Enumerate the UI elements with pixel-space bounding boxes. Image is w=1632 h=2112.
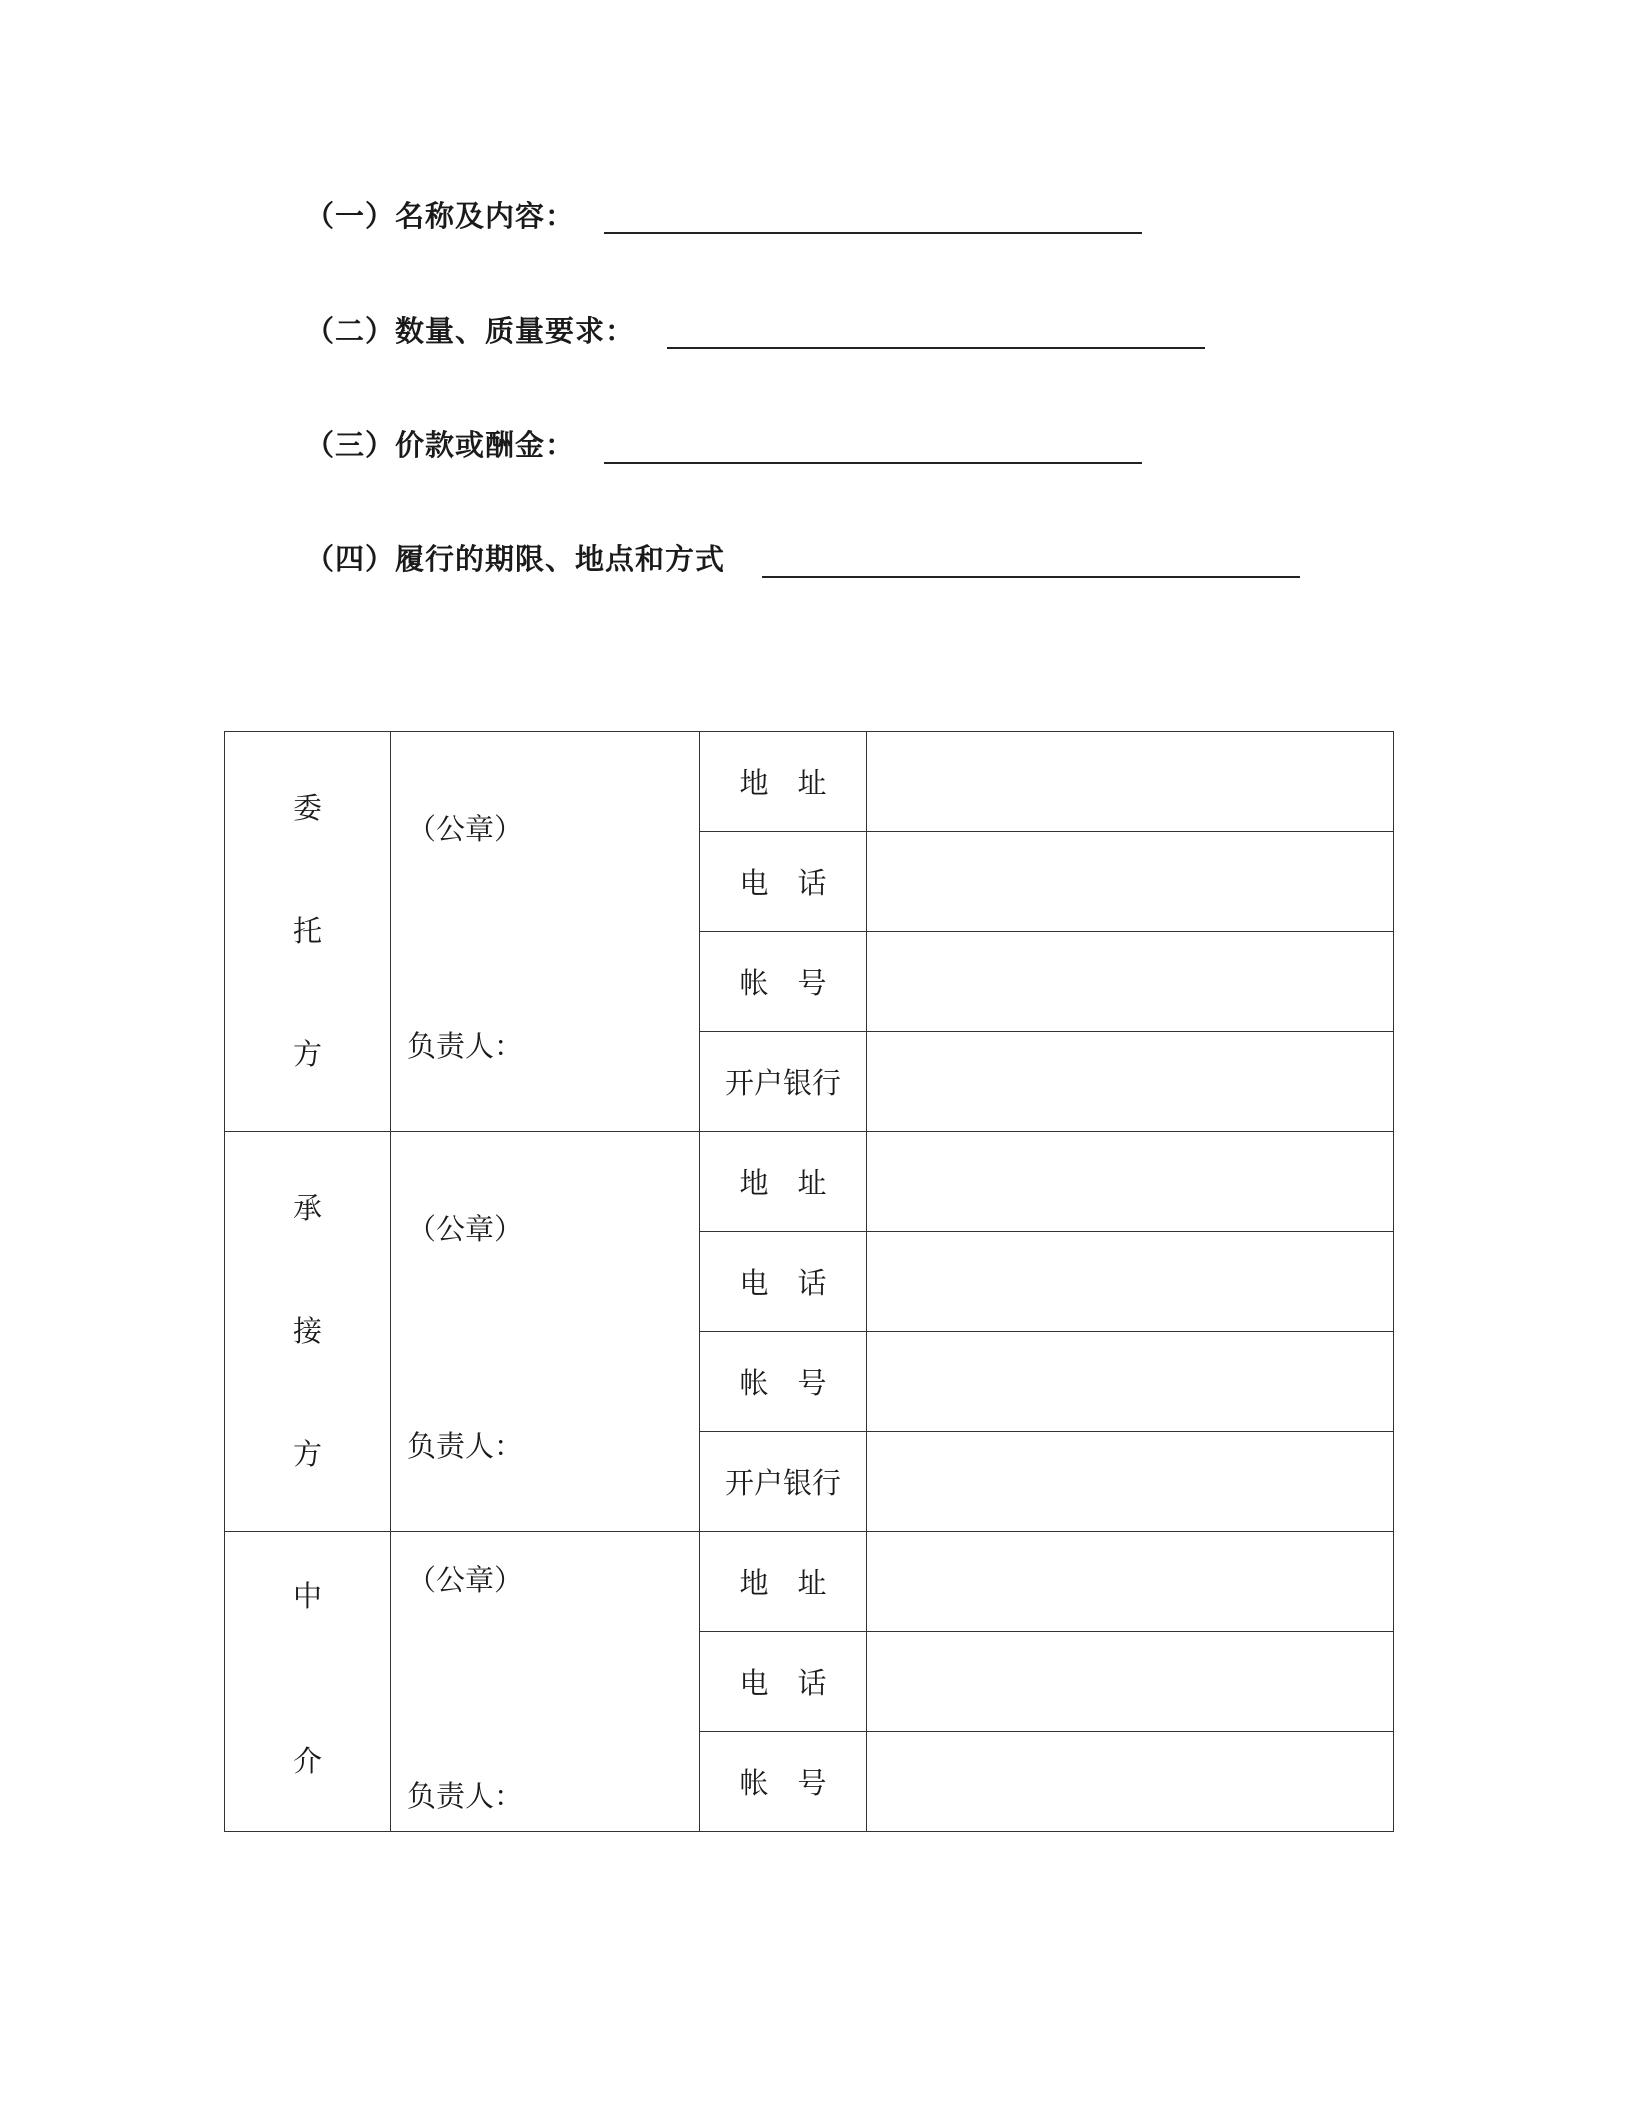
quantity-quality-blank[interactable] [667, 347, 1205, 349]
table-row [225, 1532, 1394, 1632]
phone-field[interactable] [867, 1632, 1394, 1732]
field-label-bank: 开户银行 [700, 1432, 867, 1532]
field-label-account: 帐 号 [700, 1332, 867, 1432]
clause-term-place-method [305, 533, 725, 581]
account-field[interactable] [867, 932, 1394, 1032]
clause-price [305, 419, 575, 467]
party-name-char: 方 [292, 1037, 322, 1071]
signer-label: 负责人： [407, 1429, 524, 1463]
seal-signature-cell[interactable] [391, 732, 700, 1132]
field-label-address: 地 址 [700, 732, 867, 832]
bank-field[interactable] [867, 1432, 1394, 1532]
field-label-address: 地 址 [700, 1132, 867, 1232]
signer-label: 负责人： [407, 1029, 524, 1063]
address-field[interactable] [867, 732, 1394, 832]
table-row [225, 1132, 1394, 1232]
account-field[interactable] [867, 1332, 1394, 1432]
field-label-address: 地 址 [700, 1532, 867, 1632]
field-label-phone: 电 话 [700, 1632, 867, 1732]
field-label-account: 帐 号 [700, 1732, 867, 1832]
table-row [225, 732, 1394, 832]
seal-signature-cell[interactable] [391, 1532, 700, 1832]
clause-name-content [305, 190, 575, 238]
clause-label: （四）履行的期限、地点和方式 [305, 541, 726, 576]
field-label-bank: 开户银行 [700, 1032, 867, 1132]
field-label-phone: 电 话 [700, 832, 867, 932]
clause-label: （一）名称及内容： [305, 198, 576, 233]
account-field[interactable] [867, 1732, 1394, 1832]
phone-field[interactable] [867, 1232, 1394, 1332]
party-name-char: 介 [292, 1744, 322, 1778]
seal-signature-cell[interactable] [391, 1132, 700, 1532]
seal-label: （公章） [407, 812, 524, 846]
party-name-char: 接 [292, 1314, 322, 1348]
clause-label: （二）数量、质量要求： [305, 313, 636, 348]
seal-label: （公章） [407, 1563, 524, 1597]
party-name-char: 承 [292, 1191, 322, 1225]
party-name-client [225, 732, 391, 1132]
bank-field[interactable] [867, 1032, 1394, 1132]
party-name-char: 中 [292, 1579, 322, 1613]
name-content-blank[interactable] [604, 232, 1142, 234]
party-name-char: 方 [292, 1437, 322, 1471]
phone-field[interactable] [867, 832, 1394, 932]
signer-label: 负责人： [407, 1779, 524, 1813]
price-blank[interactable] [604, 462, 1142, 464]
party-name-contractor [225, 1132, 391, 1532]
seal-label: （公章） [407, 1212, 524, 1246]
field-label-account: 帐 号 [700, 932, 867, 1032]
address-field[interactable] [867, 1532, 1394, 1632]
party-name-char: 托 [292, 914, 322, 948]
party-name-intermediary [225, 1532, 391, 1832]
field-label-phone: 电 话 [700, 1232, 867, 1332]
term-place-method-blank[interactable] [762, 576, 1300, 578]
party-name-char: 委 [292, 791, 322, 825]
address-field[interactable] [867, 1132, 1394, 1232]
clause-quantity-quality [305, 305, 635, 353]
parties-table [224, 731, 1394, 1832]
clause-label: （三）价款或酬金： [305, 427, 576, 462]
